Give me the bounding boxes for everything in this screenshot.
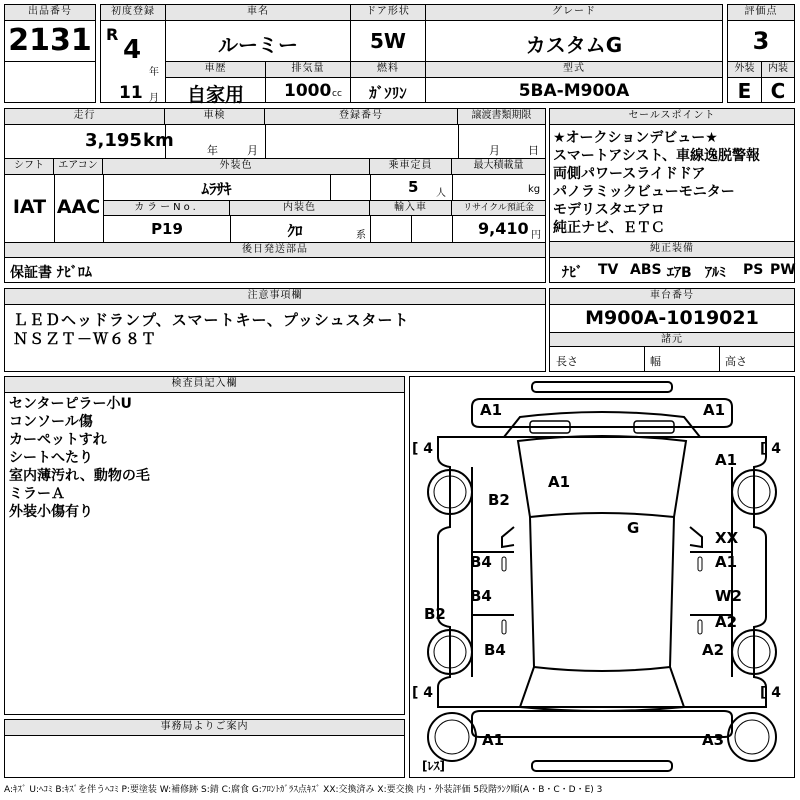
sales-point-line: パノラミックビューモニター xyxy=(553,184,735,200)
damage-mark: XX xyxy=(715,529,739,547)
fuel-header: 燃料 xyxy=(351,62,425,78)
equipment-item: ABS xyxy=(630,262,662,278)
inspector-line: カーペットすれ xyxy=(9,432,107,448)
dims-header: 諸元 xyxy=(550,332,794,347)
car-name-cell xyxy=(165,4,351,62)
capacity-value: 5 xyxy=(408,178,419,196)
tire-front-right-value: 4 xyxy=(771,441,782,457)
grade-header: グレード xyxy=(426,5,722,21)
mileage-divider xyxy=(165,125,166,158)
sales-point-line: モデリスタエアロ xyxy=(553,202,665,218)
fuel-cell xyxy=(350,61,426,103)
history-value: 自家用 xyxy=(186,84,244,106)
int-rating-cell xyxy=(761,61,795,103)
era-value: R xyxy=(106,25,119,44)
mileage-unit: km xyxy=(143,130,174,151)
equipment-item: PW xyxy=(770,262,796,278)
colorno-value: P19 xyxy=(151,220,183,238)
inspector-box xyxy=(4,376,405,715)
notes-box xyxy=(4,288,546,372)
dims-divider xyxy=(719,347,720,371)
model-cell xyxy=(425,61,723,103)
vehicle-diagram xyxy=(409,376,795,778)
shift-value: IAT xyxy=(12,196,47,218)
load-header: 最大積載量 xyxy=(452,159,545,175)
equipment-item: ｴｱB xyxy=(667,265,692,281)
damage-mark: W2 xyxy=(715,587,742,605)
damage-mark: A1 xyxy=(715,451,738,469)
inspector-line: コンソール傷 xyxy=(9,414,93,430)
inspection-divider xyxy=(265,125,266,158)
import-divider-a xyxy=(411,216,412,242)
ext-rating-value: E xyxy=(737,79,752,103)
plate-header: 登録番号 xyxy=(265,109,458,125)
damage-mark: A1 xyxy=(715,553,738,571)
lot-number-blank xyxy=(4,61,96,103)
inspector-line: シートへたり xyxy=(9,450,93,466)
inspector-line: センターピラー小U xyxy=(9,396,132,412)
intcolor-unit: 系 xyxy=(356,230,366,241)
tire-front-left-value: 4 xyxy=(423,441,434,457)
month-value: 11 xyxy=(119,83,143,103)
score-header: 評価点 xyxy=(728,5,794,21)
inspection-header: 車検 xyxy=(165,109,265,125)
chassis-header: 車台番号 xyxy=(550,289,794,305)
inspector-line: 外装小傷有り xyxy=(9,504,93,520)
equipment-item: TV xyxy=(598,262,619,278)
spare-tire-label: [ﾚｽ] xyxy=(422,759,445,773)
color-value: ﾑﾗｻｷ xyxy=(201,180,232,198)
lot-number-cell xyxy=(4,4,96,62)
car-outline xyxy=(410,377,794,777)
chassis-box xyxy=(549,288,795,372)
import-divider-b xyxy=(452,216,453,242)
displacement-header: 排気量 xyxy=(266,62,350,78)
damage-mark: A2 xyxy=(715,613,738,631)
ac-value: AAC xyxy=(56,196,101,218)
recycle-unit: 円 xyxy=(531,230,541,241)
car-name-value: ルーミー xyxy=(218,33,298,57)
sales-point-header: セールスポイント xyxy=(550,109,794,125)
damage-mark: A3 xyxy=(702,731,725,749)
equipment-box xyxy=(549,241,795,283)
sales-point-box xyxy=(549,108,795,242)
ac-header: エアコン xyxy=(54,159,103,175)
fuel-value: ｶﾞｿﾘﾝ xyxy=(369,84,407,102)
tire-rear-left-value: 4 xyxy=(423,685,434,701)
ext-rating-header: 外装 xyxy=(728,62,761,78)
score-cell xyxy=(727,4,795,62)
capacity-unit: 人 xyxy=(436,188,446,199)
sales-point-line: 両側パワースライドドア xyxy=(553,166,706,182)
history-header: 車歴 xyxy=(166,62,265,78)
tire-rear-left-label: [ 4 xyxy=(412,685,434,701)
first-registration-cell xyxy=(100,4,166,103)
grade-value: カスタムG xyxy=(525,33,623,57)
colorno-header: カラーNo. xyxy=(104,201,230,216)
dims-divider xyxy=(644,347,645,371)
recycle-value: 9,410 xyxy=(478,219,529,238)
spare-tire-value: ﾚｽ xyxy=(427,759,440,773)
damage-mark: B2 xyxy=(424,605,446,623)
grade-cell xyxy=(425,4,723,62)
color-header: 外装色 xyxy=(103,159,370,175)
notes-line: ＮＳＺＴ－Ｗ６８Ｔ xyxy=(13,330,158,348)
sales-point-line: 純正ナビ、ＥＴＣ xyxy=(553,220,665,236)
inspector-header: 検査員記入欄 xyxy=(5,377,404,393)
color-divider xyxy=(330,175,331,200)
tire-front-left-label: [ 4 xyxy=(412,441,434,457)
damage-mark: G xyxy=(627,519,640,537)
car-name-header: 車名 xyxy=(166,5,350,21)
transfer-day-unit: 日 xyxy=(528,144,539,157)
year-value: 4 xyxy=(123,35,142,65)
damage-mark: B4 xyxy=(484,641,506,659)
intcolor-header: 内装色 xyxy=(230,201,370,216)
damage-mark: A1 xyxy=(482,731,505,749)
year-unit: 年 xyxy=(149,67,159,78)
sales-point-line: ★オークションデビュー★ xyxy=(553,130,718,146)
displacement-unit: cc xyxy=(332,89,342,99)
transfer-header: 譲渡書類期限 xyxy=(458,109,545,125)
office-box xyxy=(4,719,405,778)
import-header: 輸入車 xyxy=(370,201,452,216)
equipment-item: PS xyxy=(743,262,764,278)
transfer-month-unit: 月 xyxy=(489,144,500,157)
door-cell xyxy=(350,4,426,62)
equipment-header: 純正装備 xyxy=(550,242,794,258)
later-parts-header: 後日発送部品 xyxy=(5,243,545,258)
recycle-header: リサイクル預託金 xyxy=(452,201,545,216)
history-cell xyxy=(165,61,266,106)
damage-mark: A2 xyxy=(702,641,725,659)
office-header: 事務局よりご案内 xyxy=(5,720,404,736)
capacity-header: 乗車定員 xyxy=(370,159,452,175)
inspector-line: 室内薄汚れ、動物の毛 xyxy=(9,468,150,484)
damage-mark: A1 xyxy=(548,473,571,491)
shift-header: シフト xyxy=(5,159,54,175)
inspector-line: ミラーＡ xyxy=(9,486,65,502)
later-parts-value: 保証書 ﾅﾋﾞﾛﾑ xyxy=(10,265,92,281)
displacement-cell xyxy=(265,61,351,103)
sales-point-line: スマートアシスト、車線逸脱警報 xyxy=(553,148,761,164)
length-label: 長さ xyxy=(556,355,578,368)
ext-rating-cell xyxy=(727,61,762,103)
legend-text: A:ｷｽﾞ U:ﾍｺﾐ B:ｷｽﾞを伴うﾍｺﾐ P:要塗装 W:補修跡 S:錆 C:腐食 G:ﾌﾛﾝﾄｶﾞﾗｽ点ｷｽﾞ XX:交換済み X:要交換 内・外装評価 5段階ﾗﾝｸ順(A・B・C・D・E) 3 xyxy=(4,785,603,795)
displacement-value: 1000 xyxy=(284,81,332,101)
damage-mark: A1 xyxy=(703,401,726,419)
month-unit: 月 xyxy=(149,93,159,104)
mileage-value: 3,195 xyxy=(85,130,142,151)
lot-number-value: 2131 xyxy=(8,23,92,58)
tire-rear-right-value: 4 xyxy=(771,685,782,701)
capacity-divider-b xyxy=(452,175,453,200)
height-label: 高さ xyxy=(725,355,747,368)
plate-divider xyxy=(458,125,459,158)
tire-front-right-label: [ 4 xyxy=(760,441,782,457)
damage-mark: A1 xyxy=(480,401,503,419)
chassis-number: M900A-1019021 xyxy=(585,307,759,329)
mileage-header: 走行 xyxy=(5,109,165,125)
load-unit: kg xyxy=(528,184,541,195)
notes-header: 注意事項欄 xyxy=(5,289,545,305)
width-label: 幅 xyxy=(650,355,661,368)
equipment-item: ｱﾙﾐ xyxy=(705,265,726,281)
model-header: 型式 xyxy=(426,62,722,78)
damage-mark: B4 xyxy=(470,587,492,605)
int-rating-value: C xyxy=(770,79,786,103)
notes-line: ＬＥＤヘッドランプ、スマートキー、プッシュスタート xyxy=(13,311,410,329)
inspection-year-unit: 年 xyxy=(207,144,218,157)
lot-number-header: 出品番号 xyxy=(5,5,95,21)
first-registration-header: 初度登録 xyxy=(101,5,165,21)
equipment-item: ﾅﾋﾞ xyxy=(562,265,583,281)
damage-mark: B2 xyxy=(488,491,510,509)
damage-mark: B4 xyxy=(470,553,492,571)
int-rating-header: 内装 xyxy=(762,62,794,78)
inspection-month-unit: 月 xyxy=(247,144,258,157)
model-value: 5BA-M900A xyxy=(518,81,630,101)
score-value: 3 xyxy=(752,27,770,55)
tire-rear-right-label: [ 4 xyxy=(760,685,782,701)
door-header: ドア形状 xyxy=(351,5,425,21)
intcolor-value: ｸﾛ xyxy=(287,222,303,240)
door-value: 5W xyxy=(370,29,406,53)
